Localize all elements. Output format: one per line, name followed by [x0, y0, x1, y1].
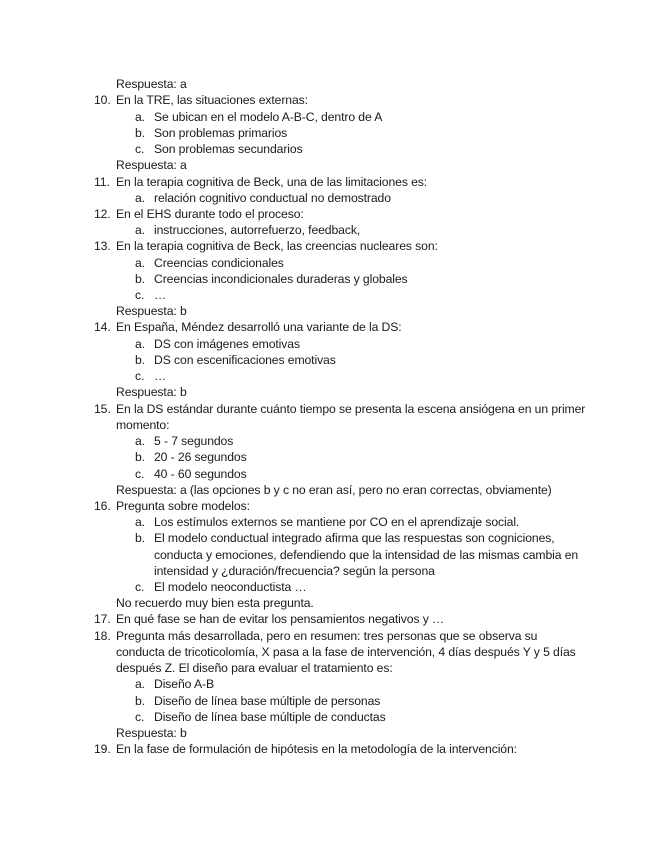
option-text: …: [154, 288, 167, 302]
option-letter: b.: [135, 126, 145, 140]
option-text: Son problemas secundarios: [154, 142, 303, 156]
option-letter: b.: [135, 694, 145, 708]
option-text: Creencias condicionales: [154, 256, 284, 270]
option-text: DS con escenificaciones emotivas: [154, 353, 336, 367]
question-text: Pregunta sobre modelos:: [116, 499, 250, 513]
question-number: 12.: [94, 207, 111, 221]
answer-line: Respuesta: a: [116, 77, 187, 91]
option-letter: a.: [135, 191, 145, 205]
option-letter: a.: [135, 223, 145, 237]
question-number: 19.: [94, 742, 111, 756]
answer-line: Respuesta: b: [116, 385, 187, 399]
option-letter: b.: [135, 531, 145, 545]
option-letter: a.: [135, 256, 145, 270]
option-text: El modelo neoconductista …: [154, 580, 307, 594]
option-letter: c.: [135, 142, 145, 156]
option-text: relación cognitivo conductual no demostrado: [154, 191, 391, 205]
question-text: Pregunta más desarrollada, pero en resumen: tres personas que se observa su: [116, 629, 538, 643]
question-text-continued: conducta de tricoticolomía, X pasa a la fase de intervención, 4 días después Y y 5 días: [116, 645, 576, 659]
option-text: Se ubican en el modelo A-B-C, dentro de A: [154, 110, 383, 124]
option-text-continued: conducta y emociones, defendiendo que la intensidad de las mismas cambia en: [154, 548, 579, 562]
option-letter: c.: [135, 580, 145, 594]
option-letter: a.: [135, 110, 145, 124]
option-text: DS con imágenes emotivas: [154, 337, 300, 351]
question-text: En la fase de formulación de hipótesis en la metodología de la intervención:: [116, 742, 517, 756]
question-number: 14.: [94, 320, 111, 334]
question-text: En la DS estándar durante cuánto tiempo se presenta la escena ansiógena en un primer: [116, 402, 586, 416]
option-letter: a.: [135, 677, 145, 691]
question-text: En la TRE, las situaciones externas:: [116, 93, 308, 107]
option-text: Diseño A-B: [154, 677, 214, 691]
option-letter: a.: [135, 337, 145, 351]
question-text: En la terapia cognitiva de Beck, una de las limitaciones es:: [116, 175, 428, 189]
question-number: 15.: [94, 402, 111, 416]
option-letter: b.: [135, 272, 145, 286]
option-text: Creencias incondicionales duraderas y globales: [154, 272, 408, 286]
option-text-continued: intensidad y ¿duración/frecuencia? según la persona: [154, 564, 435, 578]
option-text: 40 - 60 segundos: [154, 467, 247, 481]
option-letter: c.: [135, 369, 145, 383]
option-text: Diseño de línea base múltiple de conductas: [154, 710, 386, 724]
question-text: En España, Méndez desarrolló una variante de la DS:: [116, 320, 402, 334]
option-letter: b.: [135, 450, 145, 464]
option-letter: a.: [135, 515, 145, 529]
option-text: Los estímulos externos se mantiene por CO en el aprendizaje social.: [154, 515, 520, 529]
question-number: 16.: [94, 499, 111, 513]
question-number: 11.: [94, 175, 110, 189]
question-number: 17.: [94, 612, 111, 626]
question-text: En el EHS durante todo el proceso:: [116, 207, 304, 221]
answer-line: Respuesta: a (las opciones b y c no eran así, pero no eran correctas, obviamente): [116, 483, 552, 497]
question-text: En qué fase se han de evitar los pensamientos negativos y …: [116, 612, 445, 626]
option-letter: c.: [135, 467, 145, 481]
option-text: 5 - 7 segundos: [154, 434, 234, 448]
note-line: No recuerdo muy bien esta pregunta.: [116, 596, 314, 610]
answer-line: Respuesta: b: [116, 304, 187, 318]
option-text: Son problemas primarios: [154, 126, 288, 140]
question-text-continued: después Z. El diseño para evaluar el tratamiento es:: [116, 661, 393, 675]
option-letter: b.: [135, 353, 145, 367]
option-text: …: [154, 369, 167, 383]
option-text: El modelo conductual integrado afirma que las respuestas son cogniciones,: [154, 531, 555, 545]
question-number: 18.: [94, 629, 111, 643]
option-text: 20 - 26 segundos: [154, 450, 247, 464]
question-text-continued: momento:: [116, 418, 170, 432]
option-letter: c.: [135, 710, 145, 724]
question-number: 13.: [94, 239, 111, 253]
answer-line: Respuesta: b: [116, 726, 187, 740]
option-letter: c.: [135, 288, 145, 302]
question-text: En la terapia cognitiva de Beck, las creencias nucleares son:: [116, 239, 438, 253]
option-letter: a.: [135, 434, 145, 448]
option-text: instrucciones, autorrefuerzo, feedback,: [154, 223, 361, 237]
answer-line: Respuesta: a: [116, 158, 187, 172]
question-number: 10.: [94, 93, 111, 107]
option-text: Diseño de línea base múltiple de personas: [154, 694, 381, 708]
